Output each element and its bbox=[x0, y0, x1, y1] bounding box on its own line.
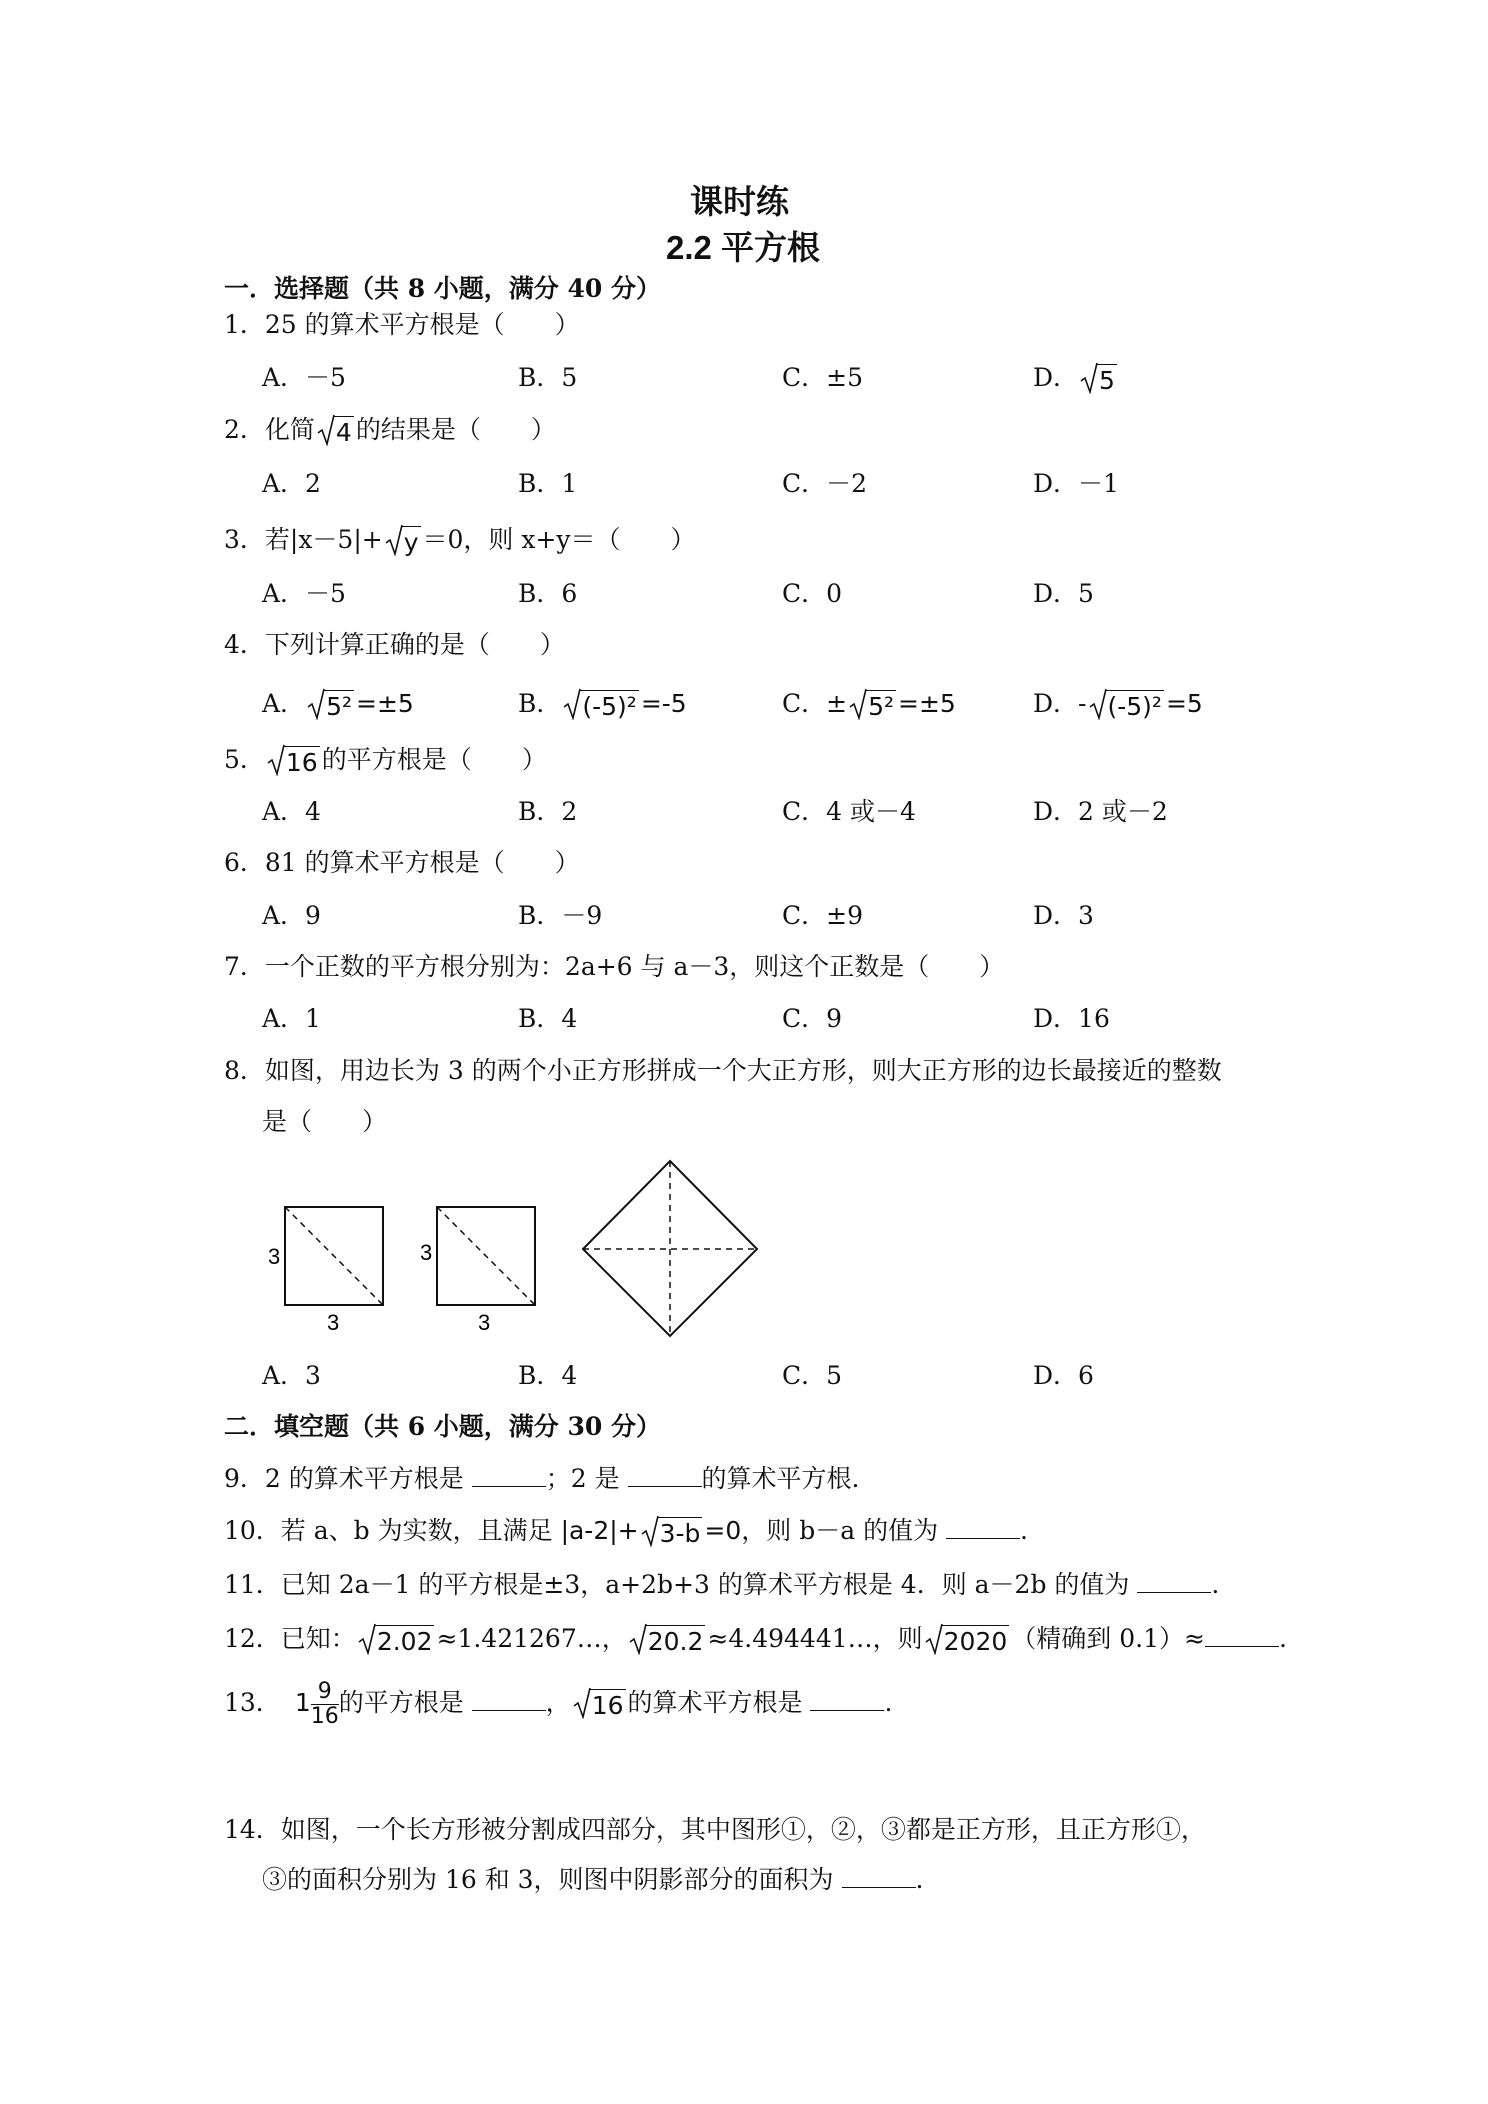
q6-option-d: D．3 bbox=[1033, 901, 1094, 930]
answer-blank[interactable] bbox=[1137, 1572, 1211, 1593]
q7-stem: 7．一个正数的平方根分别为：2a+6 与 a－3，则这个正数是（ ） bbox=[224, 952, 1005, 981]
radical-sign-icon bbox=[849, 688, 867, 720]
q12-stem: 12．已知： 2.02 ≈1.421267…， 20.2 ≈4.494441…，则 2020 （精确到 0.1）≈ . bbox=[224, 1624, 1287, 1656]
q9-stem: 9．2 的算术平方根是 ；2 是 的算术平方根. bbox=[224, 1464, 860, 1493]
q4-option-d: D．- (-5)² =5 bbox=[1033, 689, 1203, 721]
q14-stem: 14．如图，一个长方形被分割成四部分，其中图形①，②，③都是正方形，且正方形①， bbox=[224, 1815, 1206, 1844]
q13-stem: 13． 1 $\frac{9}{16}$ 的平方根是 ， 16 的算术平方根是 . bbox=[224, 1679, 893, 1729]
q1-stem: 1．25 的算术平方根是（ ） bbox=[224, 310, 580, 339]
q7-option-d: D．16 bbox=[1033, 1004, 1110, 1033]
answer-blank[interactable] bbox=[946, 1518, 1020, 1539]
q2-option-a: A．2 bbox=[262, 469, 321, 498]
square1-side-label: 3 bbox=[268, 1244, 281, 1269]
answer-blank[interactable] bbox=[472, 1690, 546, 1711]
q6-stem: 6．81 的算术平方根是（ ） bbox=[224, 848, 580, 877]
q5-stem: 5． 16 的平方根是（ ） bbox=[224, 745, 547, 777]
q6-option-b: B．－9 bbox=[518, 901, 603, 930]
section-choice-heading: 一．选择题（共 8 小题，满分 40 分） bbox=[224, 274, 662, 303]
q3-stem: 3．若|x－5|+ y ＝0，则 x+y＝（ ） bbox=[224, 525, 696, 557]
q4-stem: 4．下列计算正确的是（ ） bbox=[224, 630, 565, 659]
q7-option-b: B．4 bbox=[518, 1004, 578, 1033]
answer-blank[interactable] bbox=[842, 1867, 916, 1888]
sqrt-expression: 5 bbox=[1080, 364, 1117, 395]
sqrt-expression: y bbox=[385, 526, 421, 557]
q4-option-c: C．± 5² =±5 bbox=[782, 689, 956, 721]
radical-sign-icon bbox=[1080, 362, 1098, 394]
q2-stem: 2．化简 4 的结果是（ ） bbox=[224, 415, 556, 447]
answer-blank[interactable] bbox=[472, 1466, 546, 1487]
q8-option-c: C．5 bbox=[782, 1361, 843, 1390]
q11-stem: 11．已知 2a－1 的平方根是±3，a+2b+3 的算术平方根是 4．则 a－2b 的值为 . bbox=[224, 1570, 1220, 1599]
q14-stem-continued: ③的面积分别为 16 和 3，则图中阴影部分的面积为 . bbox=[262, 1865, 924, 1894]
radical-sign-icon bbox=[385, 524, 403, 556]
q3-option-a: A．－5 bbox=[262, 579, 346, 608]
sqrt-expression: 4 bbox=[317, 416, 354, 447]
q5-option-a: A．4 bbox=[262, 797, 321, 826]
radical-sign-icon bbox=[358, 1623, 376, 1655]
radical-sign-icon bbox=[1089, 688, 1107, 720]
q3-option-c: C．0 bbox=[782, 579, 843, 608]
q4-option-a: A． 5² =±5 bbox=[262, 689, 414, 721]
q1-option-d: D． 5 bbox=[1033, 363, 1115, 395]
q8-option-b: B．4 bbox=[518, 1361, 578, 1390]
radical-sign-icon bbox=[573, 1687, 591, 1719]
q10-stem: 10．若 a、b 为实数，且满足 |a-2|+ 3-b =0，则 b－a 的值为 . bbox=[224, 1516, 1028, 1548]
q3-option-b: B．6 bbox=[518, 579, 578, 608]
page-subtitle: 2.2 平方根 bbox=[666, 229, 821, 266]
q1-option-a: A．－5 bbox=[262, 363, 346, 392]
q6-option-c: C．±9 bbox=[782, 901, 863, 930]
page-title: 课时练 bbox=[690, 183, 789, 220]
square1-bottom-label: 3 bbox=[327, 1310, 340, 1335]
section-fill-heading: 二．填空题（共 6 小题，满分 30 分） bbox=[224, 1412, 662, 1441]
q8-figure-squares bbox=[260, 1155, 770, 1355]
square2-side-label: 3 bbox=[420, 1240, 433, 1265]
radical-sign-icon bbox=[629, 1623, 647, 1655]
q8-stem: 8．如图，用边长为 3 的两个小正方形拼成一个大正方形，则大正方形的边长最接近的整数 bbox=[224, 1056, 1222, 1085]
q7-option-a: A．1 bbox=[262, 1004, 321, 1033]
radical-sign-icon bbox=[563, 688, 581, 720]
small-square-1 bbox=[285, 1207, 383, 1305]
radical-sign-icon bbox=[925, 1623, 943, 1655]
q5-option-c: C．4 或－4 bbox=[782, 797, 916, 826]
q2-option-d: D．－1 bbox=[1033, 469, 1119, 498]
small-square-2 bbox=[437, 1207, 535, 1305]
answer-blank[interactable] bbox=[810, 1690, 884, 1711]
q5-option-d: D．2 或－2 bbox=[1033, 797, 1168, 826]
q6-option-a: A．9 bbox=[262, 901, 321, 930]
q4-option-b: B． (-5)² =-5 bbox=[518, 689, 687, 721]
square2-bottom-label: 3 bbox=[478, 1310, 491, 1335]
q1-option-b: B．5 bbox=[518, 363, 578, 392]
q5-option-b: B．2 bbox=[518, 797, 578, 826]
answer-blank[interactable] bbox=[1205, 1626, 1279, 1647]
q2-option-b: B．1 bbox=[518, 469, 578, 498]
q7-option-c: C．9 bbox=[782, 1004, 843, 1033]
q8-option-a: A．3 bbox=[262, 1361, 321, 1390]
radical-sign-icon bbox=[641, 1515, 659, 1547]
radical-sign-icon bbox=[267, 744, 285, 776]
radical-sign-icon bbox=[307, 688, 325, 720]
q8-option-d: D．6 bbox=[1033, 1361, 1094, 1390]
radical-sign-icon bbox=[317, 414, 335, 446]
answer-blank[interactable] bbox=[628, 1466, 702, 1487]
mixed-fraction: $\frac{9}{16}$ bbox=[310, 1679, 339, 1729]
q3-option-d: D．5 bbox=[1033, 579, 1094, 608]
large-square-diamond bbox=[583, 1161, 757, 1336]
q8-stem-continued: 是（ ） bbox=[262, 1107, 388, 1136]
q2-option-c: C．－2 bbox=[782, 469, 868, 498]
q1-option-c: C．±5 bbox=[782, 363, 863, 392]
